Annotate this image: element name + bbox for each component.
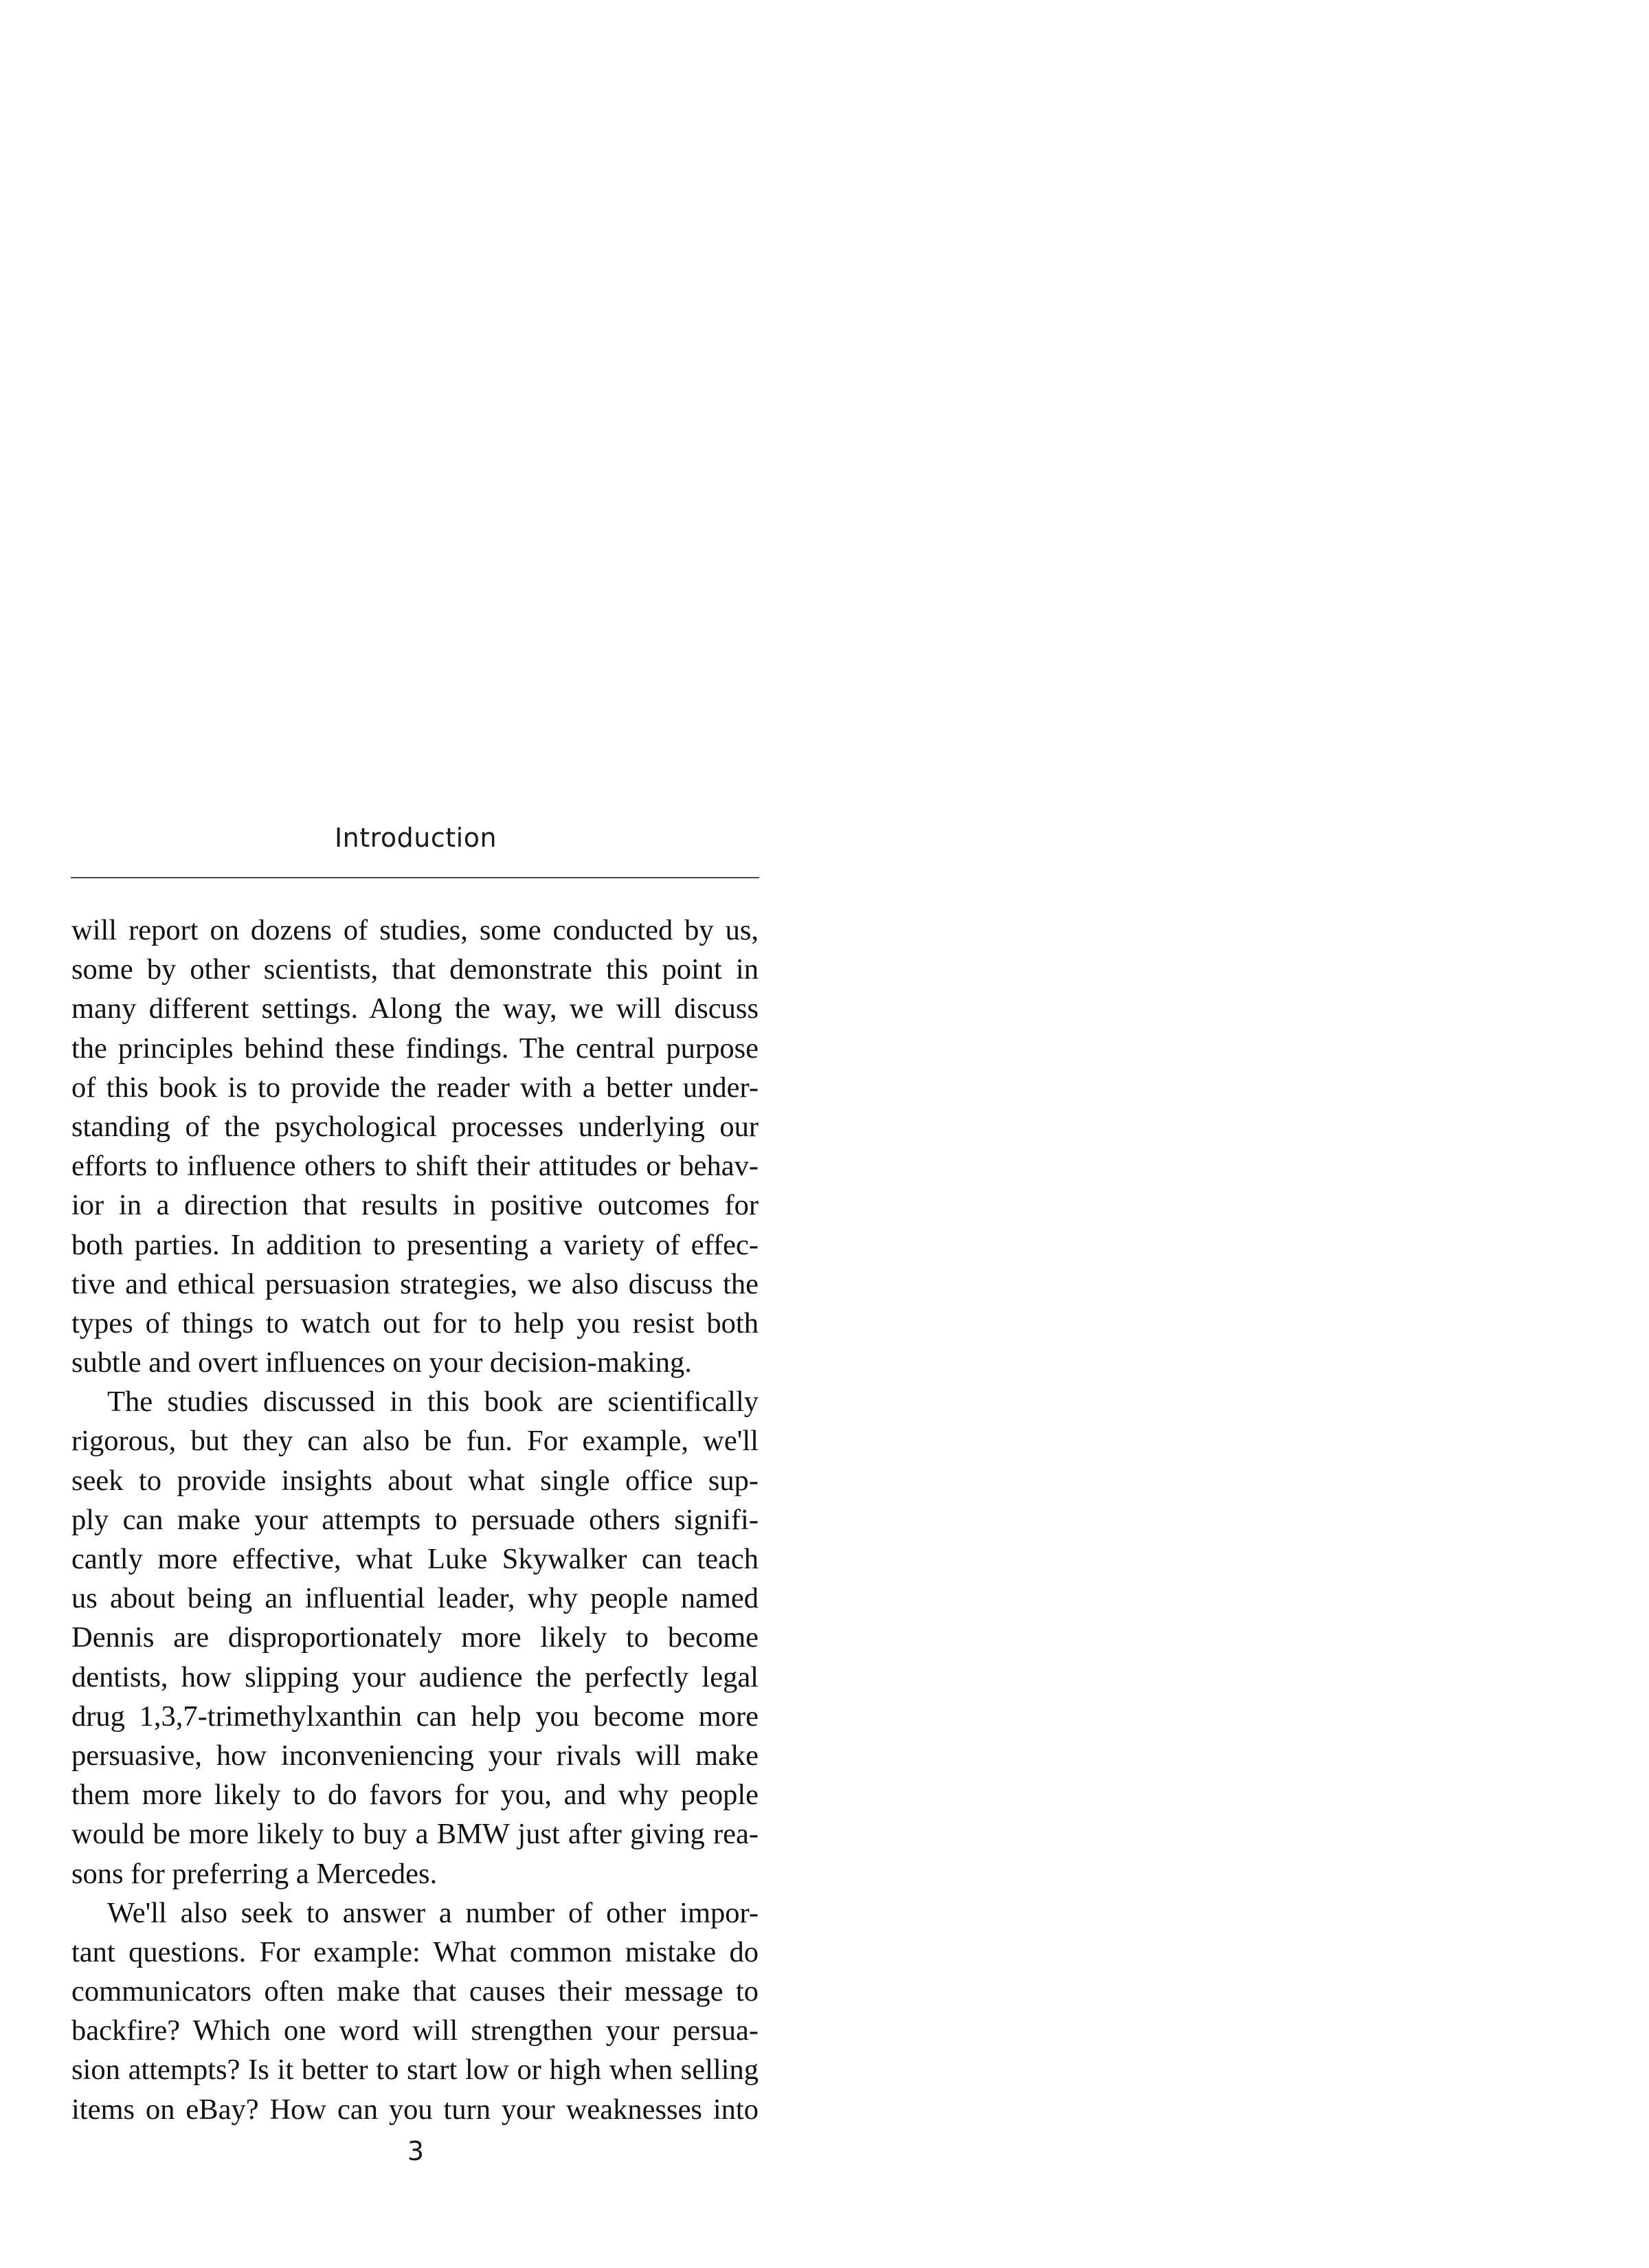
text-line: of this book is to provide the reader with a better under-	[71, 1071, 759, 1104]
text-line: Dennis are disproportionately more likely to become	[71, 1621, 759, 1654]
body-text	[71, 911, 759, 2129]
text-line: sons for preferring a Mercedes.	[71, 1857, 438, 1890]
text-line: efforts to influence others to shift their attitudes or behav-	[71, 1150, 759, 1183]
text-line: standing of the psychological processes underlying our	[71, 1110, 759, 1143]
text-line: backfire? Which one word will strengthen your persua-	[71, 2014, 759, 2047]
text-line: ply can make your attempts to persuade others signifi-	[71, 1503, 759, 1536]
text-line: items on eBay? How can you turn your weaknesses into	[71, 2093, 759, 2126]
text-line: tant questions. For example: What common mistake do	[71, 1935, 759, 1968]
text-line: The studies discussed in this book are scientifically	[107, 1386, 759, 1419]
text-line: seek to provide insights about what single office sup-	[71, 1464, 759, 1497]
text-line: ior in a direction that results in positive outcomes for	[71, 1189, 759, 1222]
text-line: communicators often make that causes their message to	[71, 1975, 759, 2008]
text-line: persuasive, how inconveniencing your rivals will make	[71, 1739, 759, 1772]
running-head: Introduction	[334, 823, 497, 853]
text-line: some by other scientists, that demonstrate this point in	[71, 953, 759, 986]
text-line: would be more likely to buy a BMW just after giving rea-	[71, 1818, 759, 1851]
text-line: cantly more effective, what Luke Skywalker can teach	[71, 1543, 759, 1575]
text-line: will report on dozens of studies, some conducted by us,	[71, 914, 759, 946]
text-line: tive and ethical persuasion strategies, we also discuss the	[71, 1267, 759, 1300]
text-line: drug 1,3,7-trimethylxanthin can help you become more	[71, 1700, 759, 1733]
text-line: rigorous, but they can also be fun. For example, we'll	[71, 1425, 759, 1458]
text-line: We'll also seek to answer a number of other impor-	[107, 1896, 759, 1929]
text-line: us about being an influential leader, why people named	[71, 1582, 759, 1615]
text-line: types of things to watch out for to help you resist both	[71, 1307, 759, 1339]
text-line: dentists, how slipping your audience the perfectly legal	[71, 1660, 759, 1693]
text-line: subtle and overt influences on your decision-making.	[71, 1346, 692, 1379]
text-line: sion attempts? Is it better to start low or high when selling	[71, 2054, 759, 2087]
page-number: 3	[407, 2136, 425, 2166]
text-line: both parties. In addition to presenting a variety of effec-	[71, 1228, 759, 1261]
text-line: the principles behind these findings. The central purpose	[71, 1032, 759, 1065]
text-line: them more likely to do favors for you, and why people	[71, 1779, 759, 1812]
text-line: many different settings. Along the way, we will discuss	[71, 992, 759, 1025]
header-rule	[71, 877, 759, 878]
